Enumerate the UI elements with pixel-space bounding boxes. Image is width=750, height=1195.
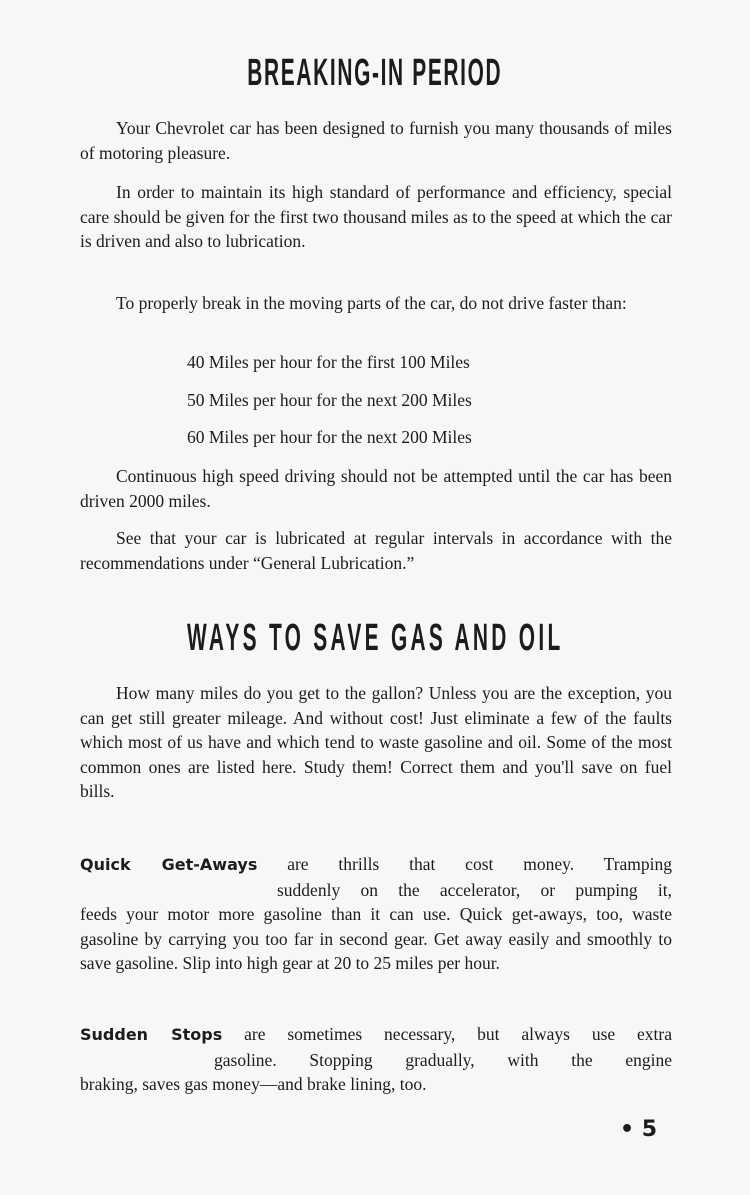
heading-breaking-in-period: BREAKING-IN PERIOD (247, 52, 503, 94)
text: braking, saves gas money—and brake lining, too. (80, 1074, 427, 1094)
paragraph: Continuous high speed driving should not be attempted until the car has been driven 2000 miles. (80, 466, 672, 511)
page-number: • 5 (620, 1117, 658, 1142)
paragraph: See that your car is lubricated at regular intervals in accordance with the recommendations under “General Lubrication.” (80, 528, 672, 573)
paragraph: To properly break in the moving parts of the car, do not drive faster than: (116, 293, 627, 313)
text: suddenly on the accelerator, or pumping it, (277, 879, 672, 900)
term-label: Sudden Stops (80, 1025, 223, 1044)
speed-limit-item: 50 Miles per hour for the next 200 Miles (187, 390, 472, 410)
paragraph: Your Chevrolet car has been designed to furnish you many thousands of miles of motoring pleasure. (80, 118, 672, 163)
sudden-stops-paragraph (80, 1022, 672, 1097)
quick-get-aways-paragraph (80, 852, 672, 976)
text: are thrills that cost money. Tramping (287, 854, 673, 874)
paragraph: How many miles do you get to the gallon? Unless you are the exception, you can get still greater mileage. And without cost! Just eliminate a few of the faults which most of us have and which tend to waste gasoline and oil. Some of the most common ones are listed here. Study them! Correct them and you'll save on fuel bills. (80, 683, 672, 801)
speed-limit-item: 60 Miles per hour for the next 200 Miles (187, 427, 472, 447)
heading-ways-to-save: WAYS TO SAVE GAS AND OIL (186, 617, 564, 659)
text: are sometimes necessary, but always use extra (244, 1024, 673, 1044)
text: feeds your motor more gasoline than it can use. Quick get-aways, too, waste gasoline by carrying you too far in second gear. Get away easily and smoothly to save gasoline. Slip into high gear at 20 to 25 miles per hour. (80, 904, 672, 973)
text: gasoline. Stopping gradually, with the engine (214, 1049, 672, 1070)
speed-limit-item: 40 Miles per hour for the first 100 Miles (187, 352, 470, 372)
term-label: Quick Get-Aways (80, 855, 258, 874)
paragraph: In order to maintain its high standard of performance and efficiency, special care should be given for the first two thousand miles as to the speed at which the car is driven and also to lubrication. (80, 182, 672, 251)
